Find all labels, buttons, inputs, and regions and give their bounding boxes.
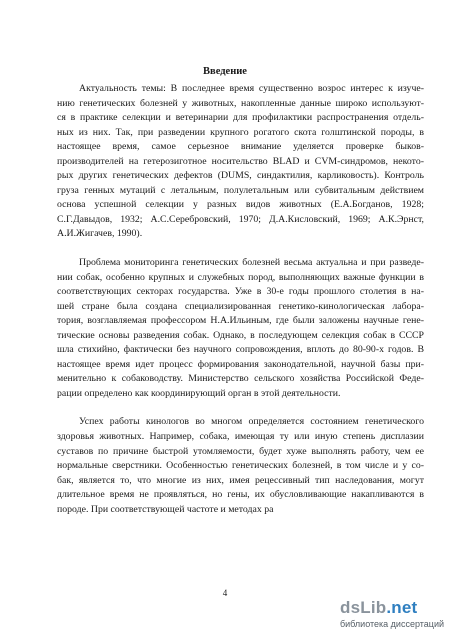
- text-line: рации определено как координирующий орган в этой деятельности.: [57, 387, 341, 399]
- text-line: ся в практике селекции и ветеринарии для профилактики распространения отдель-: [57, 112, 424, 124]
- text-line: соответствующих секторах государства. Уже в 30-е годы прошлого столетия в на-: [57, 286, 424, 298]
- logo-suffix-text: .net: [386, 598, 418, 617]
- dslib-watermark: [324, 596, 444, 632]
- logo-main-text: dsLib: [340, 598, 387, 617]
- text-line: Успех работы кинологов во многом определяется состоянием генетического: [79, 416, 424, 428]
- page-number: 4: [222, 588, 228, 598]
- text-line: А.И.Жигачев, 1990).: [57, 228, 143, 240]
- text-line: ных из них. Так, при разведении крупного рогатого скота голштинской породы, в: [57, 126, 424, 138]
- text-line: нии собак, особенно крупных и служебных пород, выполняющих важные функции в: [57, 271, 424, 283]
- text-line: шла стихийно, фактически без научного сопровождения, вплоть до 80-90-х годов. В: [57, 344, 424, 356]
- text-line: основа успешной селекции у разных видов животных (Е.А.Богданов, 1928;: [57, 199, 424, 211]
- text-line: производителей на гетерозиготное носительство BLAD и CVM-синдромов, некото-: [57, 155, 424, 167]
- text-line: Актуальность темы: В последнее время существенно возрос интерес к изуче-: [79, 83, 424, 94]
- text-line: рых других генетических дефектов (DUMS, синдактилия, карликовость). Контроль: [57, 170, 424, 182]
- text-line: бак, является то, что многие из них, имея рецессивный тип наследования, могут: [57, 474, 424, 486]
- text-line: С.Г.Давыдов, 1932; А.С.Серебровский, 1970; Д.А.Кисловский, 1969; А.К.Эрнст,: [57, 213, 424, 225]
- text-line: Проблема мониторинга генетических болезней весьма актуальна и при разведе-: [79, 257, 424, 269]
- document-title: Введение: [203, 66, 247, 77]
- paragraph-3: [57, 415, 424, 517]
- text-line: менительно к собаководству. Министерство сельского хозяйства Российской Феде-: [57, 373, 424, 385]
- text-line: нормальные сверстники. Особенностью генетических болезней, в том числе и у со-: [57, 460, 424, 472]
- paragraph-gap: [57, 242, 424, 256]
- text-line: настоящее время идет процесс формирования законодательной, научной базы при-: [57, 358, 424, 370]
- paragraph-1: [57, 82, 424, 242]
- text-line: здоровья животных. Например, собака, имеющая ту или иную степень дисплазии: [57, 431, 424, 443]
- paragraph-gap: [57, 401, 424, 415]
- text-line: суставов по причине быстрой утомляемости, будет хуже выполнять работу, чем ее: [57, 445, 424, 457]
- text-line: груза генных мутаций с летальным, полулетальным или субвитальным действием: [57, 184, 424, 196]
- text-line: нию генетических болезней у животных, накопленные данные широко используют-: [57, 97, 424, 109]
- document-body: [57, 82, 424, 517]
- dslib-logo: [340, 598, 417, 616]
- paragraph-2: [57, 256, 424, 401]
- text-line: тория, возглавляемая профессором Н.А.Ильиным, где были заложены научные гене-: [57, 315, 424, 327]
- text-line: длительное время не проявляться, но гены, их обусловливающие накапливаются в: [57, 489, 424, 501]
- text-line: породе. При соответствующей частоте и методах ра: [57, 503, 274, 515]
- text-line: шей стране была создана специализированная генетико-кинологическая лабора-: [57, 300, 424, 312]
- text-line: настоящее время, самое серьезное внимание уделяется проверке быков-: [57, 141, 424, 153]
- text-line: тические основы разведения собак. Однако, в последующем селекция собак в СССР: [57, 329, 424, 341]
- watermark-caption: библиотека диссертаций: [339, 619, 444, 629]
